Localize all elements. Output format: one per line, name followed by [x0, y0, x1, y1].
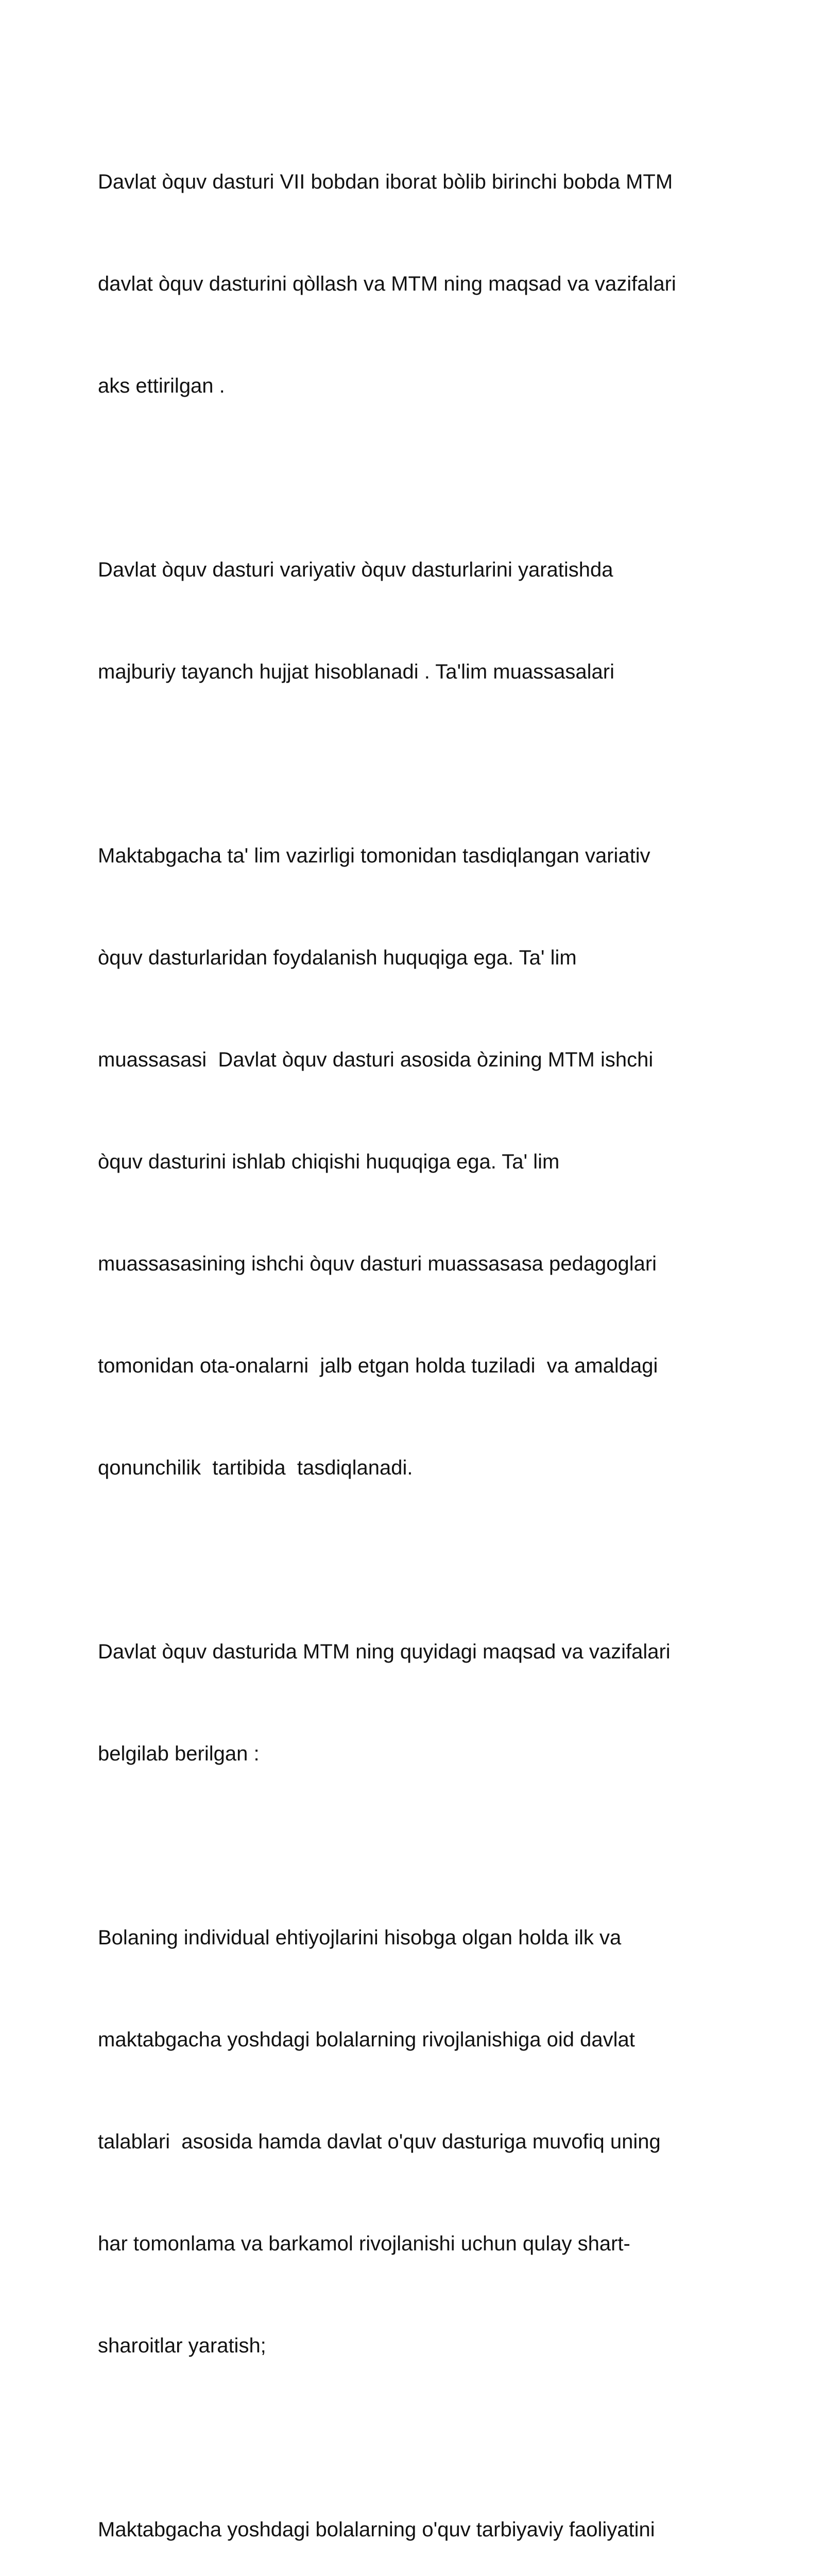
paragraph-2	[98, 485, 736, 757]
text-line: òquv dasturlaridan foydalanish huquqiga ega. Ta' lim	[98, 946, 577, 969]
paragraph-4	[98, 1567, 736, 1839]
text-line: qonunchilik tartibida tasdiqlanadi.	[98, 1456, 413, 1479]
text-line: maktabgacha yoshdagi bolalarning rivojlanishiga oid davlat	[98, 2028, 635, 2051]
paragraph-1	[98, 97, 736, 471]
paragraph-6	[98, 2445, 736, 2576]
paragraph-5	[98, 1853, 736, 2431]
paragraph-3	[98, 771, 736, 1553]
text-line: Bolaning individual ehtiyojlarini hisobga olgan holda ilk va	[98, 1926, 622, 1949]
text-line: tomonidan ota-onalarni jalb etgan holda tuziladi va amaldagi	[98, 1354, 658, 1377]
text-line: Maktabgacha yoshdagi bolalarning o'quv tarbiyaviy faoliyatini	[98, 2518, 655, 2541]
text-line: har tomonlama va barkamol rivojlanishi uchun qulay shart-	[98, 2232, 630, 2255]
text-line: Davlat òquv dasturi VII bobdan iborat bòlib birinchi bobda MTM	[98, 171, 673, 193]
text-line: Davlat òquv dasturi variyativ òquv dasturlarini yaratishda	[98, 558, 613, 581]
text-line: majburiy tayanch hujjat hisoblanadi . Ta'lim muassasalari	[98, 660, 614, 683]
text-line: Maktabgacha ta' lim vazirligi tomonidan tasdiqlangan variativ	[98, 844, 650, 867]
text-line: aks ettirilgan .	[98, 375, 225, 397]
text-line: muassasasi Davlat òquv dasturi asosida òzining MTM ishchi	[98, 1048, 654, 1071]
text-line: muassasasining ishchi òquv dasturi muassasasa pedagoglari	[98, 1252, 657, 1275]
text-line: òquv dasturini ishlab chiqishi huquqiga ega. Ta' lim	[98, 1150, 560, 1173]
text-line: belgilab berilgan :	[98, 1742, 260, 1765]
text-line: Davlat òquv dasturida MTM ning quyidagi maqsad va vazifalari	[98, 1640, 671, 1663]
text-line: talablari asosida hamda davlat o'quv dasturiga muvofiq uning	[98, 2130, 661, 2153]
document-body	[98, 97, 736, 2576]
text-line: davlat òquv dasturini qòllash va MTM ning maqsad va vazifalari	[98, 273, 676, 295]
text-line: sharoitlar yaratish;	[98, 2334, 266, 2357]
